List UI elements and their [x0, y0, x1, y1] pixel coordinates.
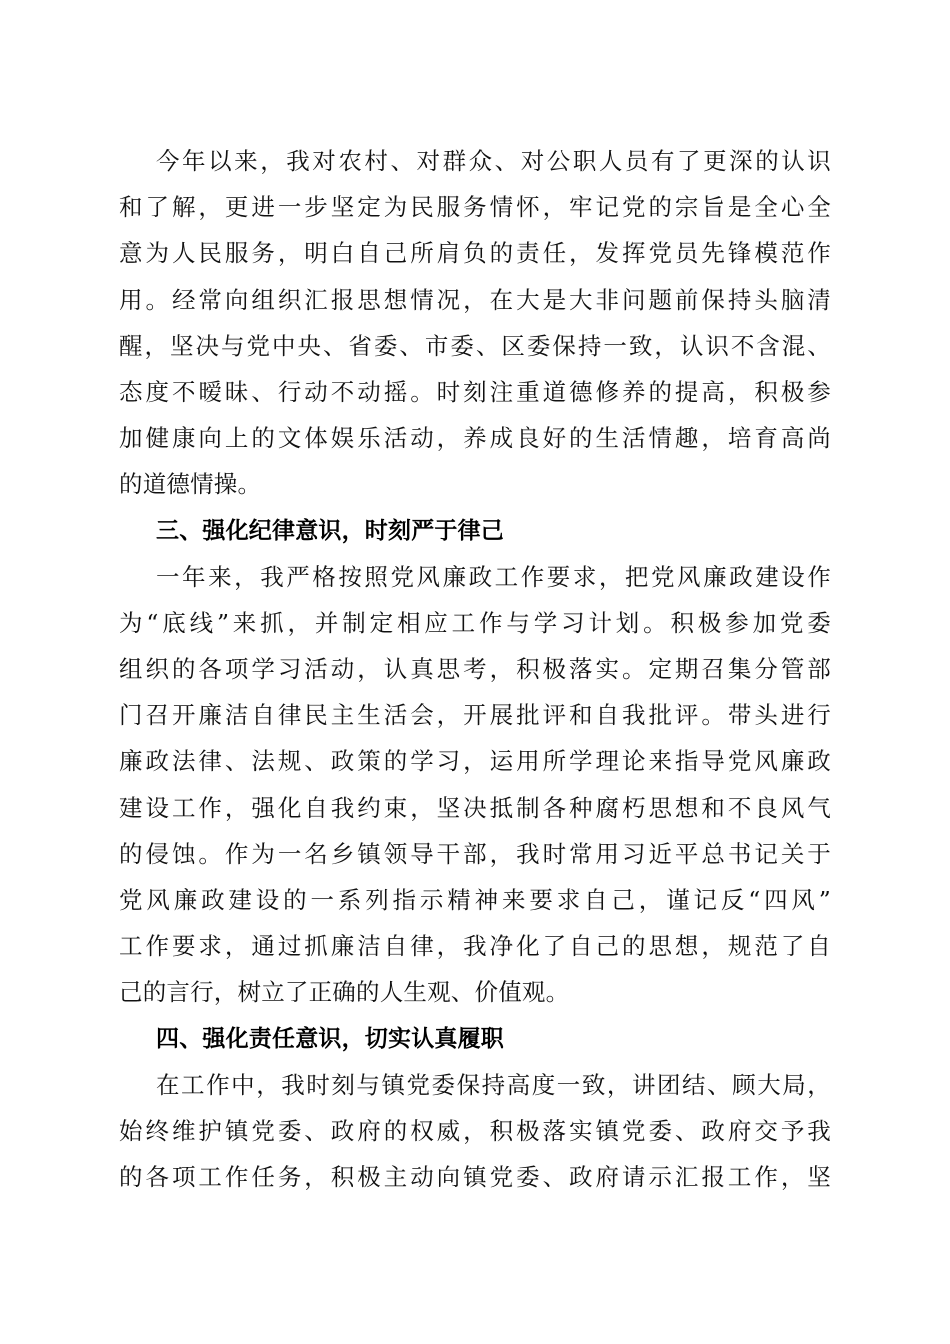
text-line: 党风廉政建设的一系列指示精神来要求自己，谨记反“四风” — [119, 886, 831, 914]
text-line: 己的言行，树立了正确的人生观、价值观。 — [119, 978, 570, 1007]
text-line: 加健康向上的文体娱乐活动，养成良好的生活情趣，培育高尚 — [119, 424, 831, 453]
text-line: 态度不暧昧、行动不动摇。时刻注重道德修养的提高，积极参 — [119, 377, 831, 406]
text-line: 始终维护镇党委、政府的权威，积极落实镇党委、政府交予我 — [119, 1116, 831, 1145]
text-line: 一年来，我严格按照党风廉政工作要求，把党风廉政建设作 — [156, 562, 831, 591]
section-heading-discipline: 三、强化纪律意识，时刻严于律己 — [156, 517, 504, 544]
text-line: 在工作中，我时刻与镇党委保持高度一致，讲团结、顾大局， — [156, 1070, 831, 1099]
paragraph-discipline — [119, 554, 831, 1016]
text-line: 工作要求，通过抓廉洁自律，我净化了自己的思想，规范了自 — [119, 932, 831, 961]
text-line: 建设工作，强化自我约束，坚决抵制各种腐朽思想和不良风气 — [119, 793, 831, 822]
text-line: 今年以来，我对农村、对群众、对公职人员有了更深的认识 — [156, 147, 831, 175]
text-line: 为“底线”来抓，并制定相应工作与学习计划。积极参加党委 — [119, 608, 831, 637]
paragraph-thought-awareness — [119, 138, 831, 508]
text-line: 意为人民服务，明白自己所肩负的责任，发挥党员先锋模范作 — [119, 239, 831, 268]
text-line: 的道德情操。 — [119, 470, 262, 499]
text-line: 和了解，更进一步坚定为民服务情怀，牢记党的宗旨是全心全 — [119, 193, 831, 222]
text-line: 门召开廉洁自律民主生活会，开展批评和自我批评。带头进行 — [119, 701, 831, 730]
text-line: 廉政法律、法规、政策的学习，运用所学理论来指导党风廉政 — [119, 747, 831, 776]
text-line: 组织的各项学习活动，认真思考，积极落实。定期召集分管部 — [119, 655, 831, 684]
text-line: 的各项工作任务，积极主动向镇党委、政府请示汇报工作，坚 — [119, 1163, 831, 1192]
text-line: 的侵蚀。作为一名乡镇领导干部，我时常用习近平总书记关于 — [119, 839, 831, 868]
document-body — [119, 138, 831, 1200]
paragraph-responsibility — [119, 1062, 831, 1201]
section-heading-responsibility: 四、强化责任意识，切实认真履职 — [156, 1025, 504, 1052]
text-line: 醒，坚决与党中央、省委、市委、区委保持一致，认识不含混、 — [119, 331, 831, 360]
text-line: 用。经常向组织汇报思想情况，在大是大非问题前保持头脑清 — [119, 285, 831, 314]
